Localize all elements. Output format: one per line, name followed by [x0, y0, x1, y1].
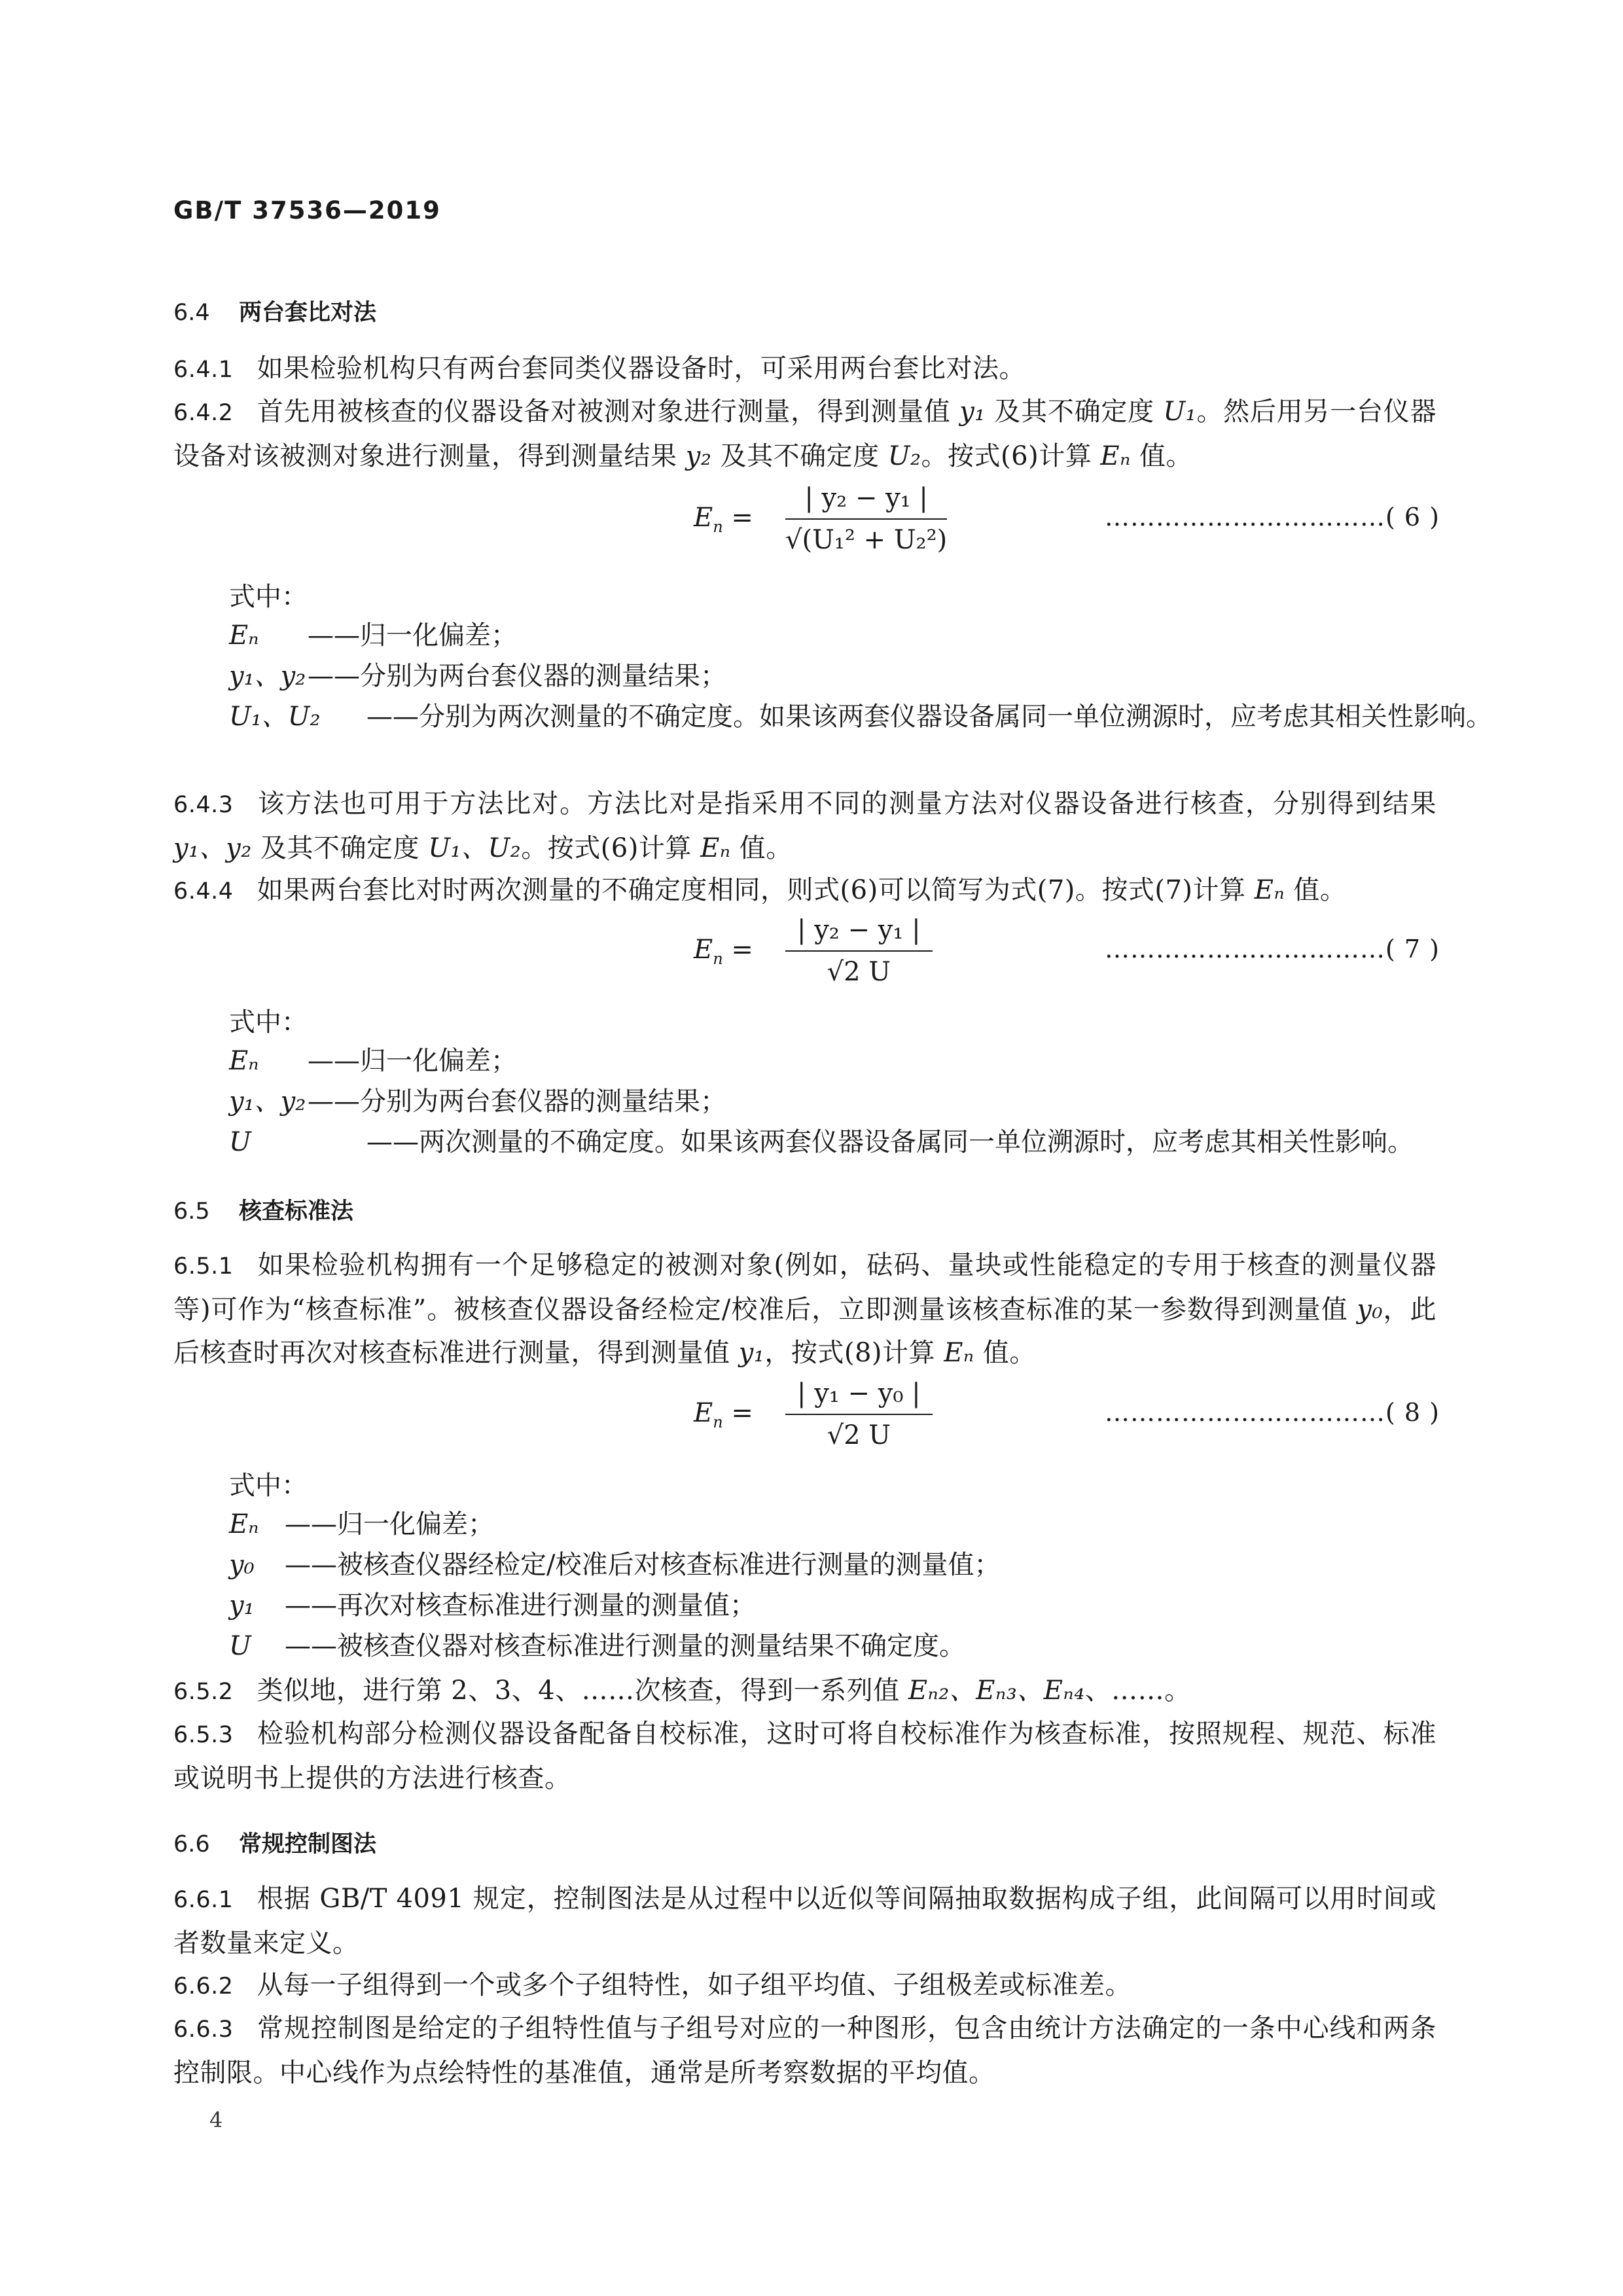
paragraph-6-4-3: 6.4.3 该方法也可用于方法比对。方法比对是指采用不同的测量方法对仪器设备进行核查，分别得到结果 y₁、y₂ 及其不确定度 U₁、U₂。按式(6)计算 Eₙ 值。	[173, 789, 1436, 863]
formula-7	[694, 910, 1440, 995]
equation-number: ……………………………( 8 )	[1105, 1398, 1440, 1427]
formula-denominator: √(U₁² + U₂²)	[785, 525, 948, 555]
formula-fraction	[785, 1373, 933, 1456]
formula-6	[694, 478, 1440, 563]
page-number: 4	[209, 2108, 223, 2132]
section-title: 两台套比对法	[239, 300, 377, 326]
definition-item: U₁、U₂ ——分别为两次测量的不确定度。如果该两套仪器设备属同一单位溯源时，应考虑其相关性影响。	[229, 702, 1492, 732]
definition-item: U ——两次测量的不确定度。如果该两套仪器设备属同一单位溯源时，应考虑其相关性影响。	[229, 1127, 1414, 1157]
definition-item: y₁ ——再次对核查标准进行测量的测量值；	[229, 1590, 756, 1621]
equation-number: ……………………………( 7 )	[1105, 935, 1440, 963]
paragraph-6-5-2: 6.5.2 类似地，进行第 2、3、4、……次核查，得到一系列值 Eₙ₂、Eₙ₃、Eₙ₄、……。	[173, 1676, 1191, 1706]
paragraph-6-6-3: 6.6.3 常规控制图是给定的子组特性值与子组号对应的一种图形，包含由统计方法确定的一条中心线和两条控制限。中心线作为点绘特性的基准值，通常是所考察数据的平均值。	[173, 2013, 1436, 2088]
paragraph-6-4-1: 6.4.1 如果检验机构只有两台套同类仪器设备时，可采用两台套比对法。	[173, 353, 1026, 384]
section-heading-6-6: 6.6 常规控制图法	[173, 1831, 377, 1857]
formula-numerator: | y₂ − y₁ |	[785, 910, 933, 952]
definition-item: U ——被核查仪器对核查标准进行测量的测量结果不确定度。	[229, 1631, 965, 1661]
formula-lhs: $E_n$ =	[694, 503, 753, 536]
section-heading-6-5: 6.5 核查标准法	[173, 1198, 354, 1225]
where-label: 式中：	[229, 1007, 308, 1037]
standard-code: GB/T 37536—2019	[173, 196, 441, 224]
paragraph-6-4-2: 6.4.2 首先用被核查的仪器设备对被测对象进行测量，得到测量值 y₁ 及其不确定度 U₁。然后用另一台仪器设备对该被测对象进行测量，得到测量结果 y₂ 及其不确定度 U₂。按式(6)计算 Eₙ 值。	[173, 397, 1437, 471]
formula-numerator: | y₁ − y₀ |	[785, 1373, 933, 1415]
formula-lhs: $E_n$ =	[694, 1398, 753, 1431]
definition-item: y₁、y₂——分别为两台套仪器的测量结果；	[229, 661, 726, 691]
definition-item: y₀ ——被核查仪器经检定/校准后对核查标准进行测量的测量值；	[229, 1550, 1001, 1580]
formula-denominator: √2 U	[827, 957, 891, 987]
formula-fraction	[785, 910, 933, 992]
formula-numerator: | y₂ − y₁ |	[785, 478, 947, 520]
where-label: 式中：	[229, 1471, 308, 1501]
formula-8	[694, 1373, 1440, 1458]
definition-item: Eₙ ——归一化偏差；	[229, 1046, 517, 1076]
paragraph-6-6-2: 6.6.2 从每一子组得到一个或多个子组特性，如子组平均值、子组极差或标准差。	[173, 1970, 1132, 2000]
formula-denominator: √2 U	[827, 1420, 891, 1450]
formula-fraction	[785, 478, 947, 560]
paragraph-6-5-3: 6.5.3 检验机构部分检测仪器设备配备自校标准，这时可将自校标准作为核查标准，按照规程、规范、标准或说明书上提供的方法进行核查。	[173, 1719, 1436, 1793]
section-number: 6.4	[173, 300, 210, 326]
equation-number: ……………………………( 6 )	[1105, 503, 1440, 531]
paragraph-6-4-4: 6.4.4 如果两台套比对时两次测量的不确定度相同，则式(6)可以简写为式(7)。按式(7)计算 Eₙ 值。	[173, 875, 1347, 905]
paragraph-6-5-1: 6.5.1 如果检验机构拥有一个足够稳定的被测对象(例如，砝码、量块或性能稳定的专用于核查的测量仪器等)可作为“核查标准”。被核查仪器设备经检定/校准后，立即测量该核查标准的某一参数得到测量值 y₀，此后核查时再次对核查标准进行测量，得到测量值 y₁，按式(8)计算 Eₙ 值。	[173, 1250, 1436, 1368]
definition-item: y₁、y₂——分别为两台套仪器的测量结果；	[229, 1086, 726, 1117]
where-label: 式中：	[229, 582, 308, 612]
paragraph-6-6-1: 6.6.1 根据 GB/T 4091 规定，控制图法是从过程中以近似等间隔抽取数据构成子组，此间隔可以用时间或者数量来定义。	[173, 1884, 1436, 1958]
definition-item: Eₙ ——归一化偏差；	[229, 620, 517, 651]
formula-lhs: $E_n$ =	[694, 935, 753, 968]
section-heading-6-4	[173, 295, 376, 327]
definition-item: Eₙ ——归一化偏差；	[229, 1509, 494, 1539]
